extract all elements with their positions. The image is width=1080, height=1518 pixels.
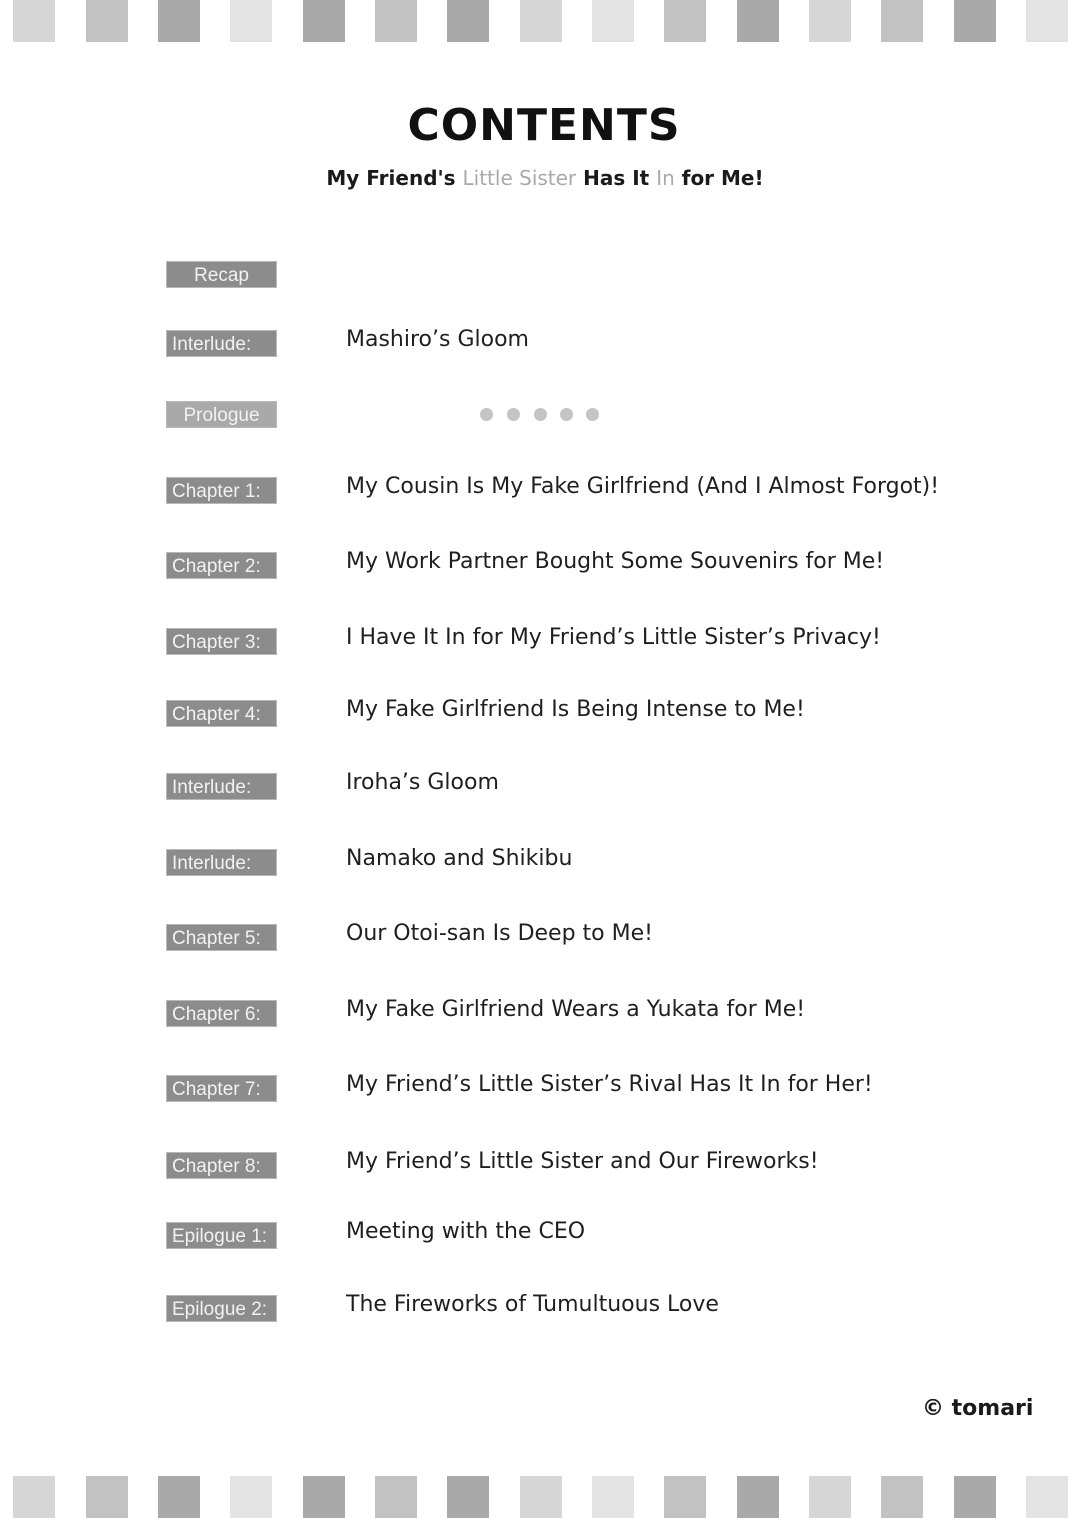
strip-square <box>809 1476 851 1518</box>
strip-square <box>592 1476 634 1518</box>
toc-label-badge: Interlude: <box>166 330 277 357</box>
strip-square <box>375 0 417 42</box>
strip-square <box>592 0 634 42</box>
toc-entry-title: Our Otoi-san Is Deep to Me! <box>346 921 653 946</box>
dot-icon <box>507 408 520 421</box>
toc-entry[interactable] <box>0 846 1080 889</box>
toc-label-badge: Chapter 7: <box>166 1075 277 1102</box>
subtitle-part: for Me! <box>674 166 764 190</box>
toc-entry[interactable] <box>0 1219 1080 1262</box>
toc-entry-title: My Work Partner Bought Some Souvenirs for Me! <box>346 549 885 574</box>
toc-entry[interactable] <box>0 260 1080 300</box>
toc-label-badge: Epilogue 2: <box>166 1295 277 1322</box>
toc-entry-title: My Fake Girlfriend Wears a Yukata for Me! <box>346 997 806 1022</box>
toc-entry[interactable] <box>0 474 1080 517</box>
toc-label-badge: Epilogue 1: <box>166 1222 277 1249</box>
strip-square <box>230 1476 272 1518</box>
strip-square <box>520 1476 562 1518</box>
toc-label-badge: Chapter 1: <box>166 477 277 504</box>
strip-square <box>881 0 923 42</box>
strip-square <box>954 0 996 42</box>
bottom-decorative-strip <box>0 1476 1080 1518</box>
toc-entry[interactable] <box>0 1292 1080 1335</box>
toc-entry-title: I Have It In for My Friend’s Little Sister’s Privacy! <box>346 625 881 650</box>
toc-entry[interactable] <box>0 625 1080 668</box>
strip-square <box>303 0 345 42</box>
strip-square <box>447 0 489 42</box>
strip-square <box>520 0 562 42</box>
strip-square <box>737 0 779 42</box>
subtitle-part: My Friend's <box>326 166 463 190</box>
subtitle-part: Little Sister <box>462 166 577 190</box>
toc-entry-title: The Fireworks of Tumultuous Love <box>346 1292 719 1317</box>
strip-square <box>375 1476 417 1518</box>
top-decorative-strip <box>0 0 1080 42</box>
toc-entry[interactable] <box>0 770 1080 813</box>
toc-label-badge: Chapter 3: <box>166 628 277 655</box>
book-subtitle <box>0 166 1080 190</box>
toc-entry[interactable] <box>0 697 1080 740</box>
toc-entry[interactable] <box>0 549 1080 592</box>
toc-entry-title: My Friend’s Little Sister’s Rival Has It In for Her! <box>346 1072 873 1097</box>
strip-square <box>230 0 272 42</box>
strip-square <box>881 1476 923 1518</box>
dot-icon <box>480 408 493 421</box>
toc-entry-title: Mashiro’s Gloom <box>346 327 529 352</box>
toc-entry[interactable] <box>0 401 1080 441</box>
toc-entry-title: My Friend’s Little Sister and Our Fireworks! <box>346 1149 819 1174</box>
subtitle-part: In <box>656 166 675 190</box>
toc-entry[interactable] <box>0 1072 1080 1115</box>
toc-entry-title: Namako and Shikibu <box>346 846 573 871</box>
dot-icon <box>560 408 573 421</box>
page-title: CONTENTS <box>407 100 681 151</box>
strip-square <box>664 0 706 42</box>
toc-label-badge: Chapter 5: <box>166 924 277 951</box>
strip-square <box>13 0 55 42</box>
toc-label-badge: Chapter 8: <box>166 1152 277 1179</box>
strip-square <box>86 0 128 42</box>
subtitle-part: Has It <box>576 166 657 190</box>
toc-entry-title: My Fake Girlfriend Is Being Intense to Me! <box>346 697 805 722</box>
dot-icon <box>534 408 547 421</box>
strip-square <box>158 0 200 42</box>
strip-square <box>1026 1476 1068 1518</box>
strip-square <box>954 1476 996 1518</box>
toc-entry[interactable] <box>0 921 1080 964</box>
toc-entry-title: My Cousin Is My Fake Girlfriend (And I Almost Forgot)! <box>346 474 940 499</box>
toc-entry[interactable] <box>0 1149 1080 1192</box>
toc-label-badge: Recap <box>166 261 277 288</box>
strip-square <box>303 1476 345 1518</box>
toc-entry-title: Iroha’s Gloom <box>346 770 499 795</box>
strip-square <box>158 1476 200 1518</box>
dot-icon <box>586 408 599 421</box>
toc-label-badge: Chapter 2: <box>166 552 277 579</box>
strip-square <box>809 0 851 42</box>
strip-square <box>13 1476 55 1518</box>
toc-entry-title: Meeting with the CEO <box>346 1219 586 1244</box>
strip-square <box>86 1476 128 1518</box>
strip-square <box>737 1476 779 1518</box>
toc-label-badge: Interlude: <box>166 773 277 800</box>
toc-entry[interactable] <box>0 997 1080 1040</box>
strip-square <box>664 1476 706 1518</box>
toc-label-badge: Chapter 4: <box>166 700 277 727</box>
toc-label-badge: Interlude: <box>166 849 277 876</box>
strip-square <box>1026 0 1068 42</box>
copyright-notice: © tomari <box>922 1396 1034 1421</box>
strip-square <box>447 1476 489 1518</box>
toc-label-badge: Chapter 6: <box>166 1000 277 1027</box>
toc-label-badge: Prologue <box>166 401 277 428</box>
toc-entry[interactable] <box>0 327 1080 370</box>
